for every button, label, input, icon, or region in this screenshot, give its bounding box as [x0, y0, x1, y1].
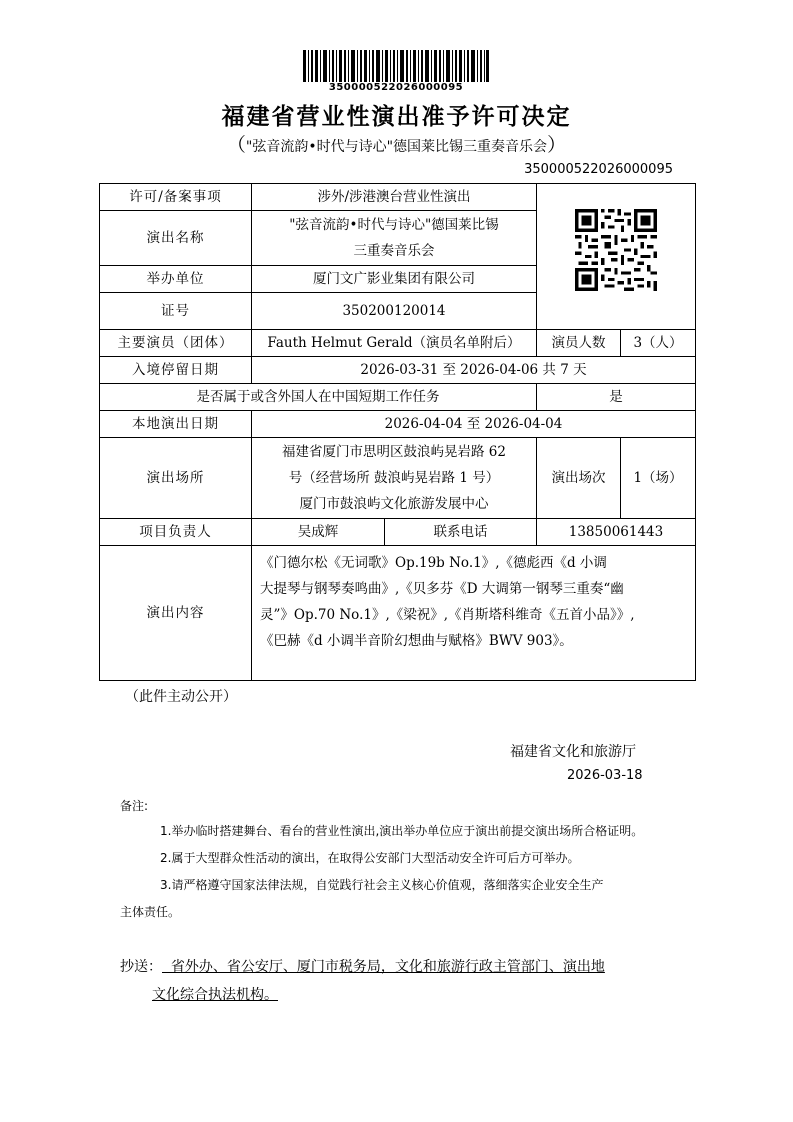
- remark-item-1: 1.举办临时搭建舞台、看台的营业性演出,演出举办单位应于演出前提交演出场所合格证明。: [160, 824, 644, 838]
- show-name-line1: "弦音流韵•时代与诗心"德国莱比锡: [289, 217, 499, 233]
- remark-item-3: 3.请严格遵守国家法律法规，自觉践行社会主义核心价值观，落细落实企业安全生产: [160, 878, 604, 892]
- barcode-number: 350000522026000095: [328, 82, 464, 93]
- short-term-work-label: 是否属于或含外国人在中国短期工作任务: [100, 384, 537, 411]
- remarks-title: 备注:: [120, 799, 149, 813]
- manager-label: 项目负责人: [100, 519, 252, 546]
- venue-value: [252, 438, 537, 519]
- license-no-value: 350200120014: [252, 293, 537, 330]
- phone-label: 联系电话: [385, 519, 537, 546]
- manager-value: 吴成辉: [252, 519, 385, 546]
- permit-table: [99, 183, 696, 681]
- organizer-value: 厦门文广影业集团有限公司: [252, 266, 537, 293]
- issue-date: 2026-03-18: [567, 768, 643, 783]
- show-name-line2: 三重奏音乐会: [353, 243, 435, 259]
- document-title: 福建省营业性演出准予许可决定: [221, 103, 572, 130]
- phone-value: 13850061443: [537, 519, 696, 546]
- organizer-label: 举办单位: [100, 266, 252, 293]
- subtitle-text: "弦音流韵•时代与诗心"德国莱比锡三重奏音乐会: [245, 139, 548, 155]
- cc-section: [120, 953, 690, 1009]
- stay-dates-label: 入境停留日期: [100, 357, 252, 384]
- show-name-value: [252, 211, 537, 266]
- venue-line2: 号（经营场所 鼓浪屿晃岩路 1 号）: [288, 470, 500, 486]
- program-label: 演出内容: [100, 546, 252, 681]
- issuing-authority: 福建省文化和旅游厅: [510, 744, 636, 760]
- remark-item-2: 2.属于大型群众性活动的演出，在取得公安部门大型活动安全许可后方可举办。: [160, 851, 580, 865]
- show-name-label: 演出名称: [100, 211, 252, 266]
- local-dates-value: 2026-04-04 至 2026-04-04: [252, 411, 696, 438]
- performers-value: Fauth Helmut Gerald（演员名单附后）: [252, 330, 537, 357]
- license-no-label: 证号: [100, 293, 252, 330]
- program-line1: 《门德尔松《无词歌》Op.19b No.1》,《德彪西《d 小调: [260, 555, 607, 571]
- cc-label: 抄送：: [120, 959, 162, 975]
- sessions-label: 演出场次: [537, 438, 621, 519]
- program-line4: 《巴赫《d 小调半音阶幻想曲与赋格》BWV 903》。: [260, 633, 573, 649]
- permit-type-value: 涉外/涉港澳台营业性演出: [252, 184, 537, 211]
- sessions-value: 1（场）: [621, 438, 696, 519]
- program-line2: 大提琴与钢琴奏鸣曲》,《贝多芬《D 大调第一钢琴三重奏“幽: [260, 581, 624, 597]
- short-term-work-value: 是: [537, 384, 696, 411]
- public-notice: （此件主动公开）: [125, 689, 237, 705]
- venue-line1: 福建省厦门市思明区鼓浪屿晃岩路 62: [282, 444, 506, 460]
- venue-label: 演出场所: [100, 438, 252, 519]
- cc-line2: 文化综合执法机构。: [152, 987, 278, 1003]
- subtitle-open-paren: （: [226, 134, 246, 156]
- qr-code: [575, 209, 657, 291]
- performer-count-value: 3（人）: [621, 330, 696, 357]
- local-dates-label: 本地演出日期: [100, 411, 252, 438]
- performer-count-label: 演员人数: [537, 330, 621, 357]
- venue-line3: 厦门市鼓浪屿文化旅游发展中心: [299, 496, 489, 512]
- program-value: [252, 546, 696, 681]
- program-line3: 灵”》Op.70 No.1》,《梁祝》,《肖斯塔科维奇《五首小品》》,: [260, 607, 635, 623]
- performers-label: 主要演员（团体）: [100, 330, 252, 357]
- permit-type-label: 许可/备案事项: [100, 184, 252, 211]
- remark-item-3-continued: 主体责任。: [120, 905, 181, 919]
- qr-cell: [537, 184, 696, 330]
- stay-dates-value: 2026-03-31 至 2026-04-06 共 7 天: [252, 357, 696, 384]
- document-subtitle: [0, 130, 793, 157]
- document-number: 350000522026000095: [524, 162, 673, 177]
- subtitle-close-paren: ）: [547, 134, 567, 156]
- barcode: [303, 50, 489, 82]
- cc-line1: 省外办、省公安厅、厦门市税务局，文化和旅游行政主管部门、演出地: [162, 959, 605, 975]
